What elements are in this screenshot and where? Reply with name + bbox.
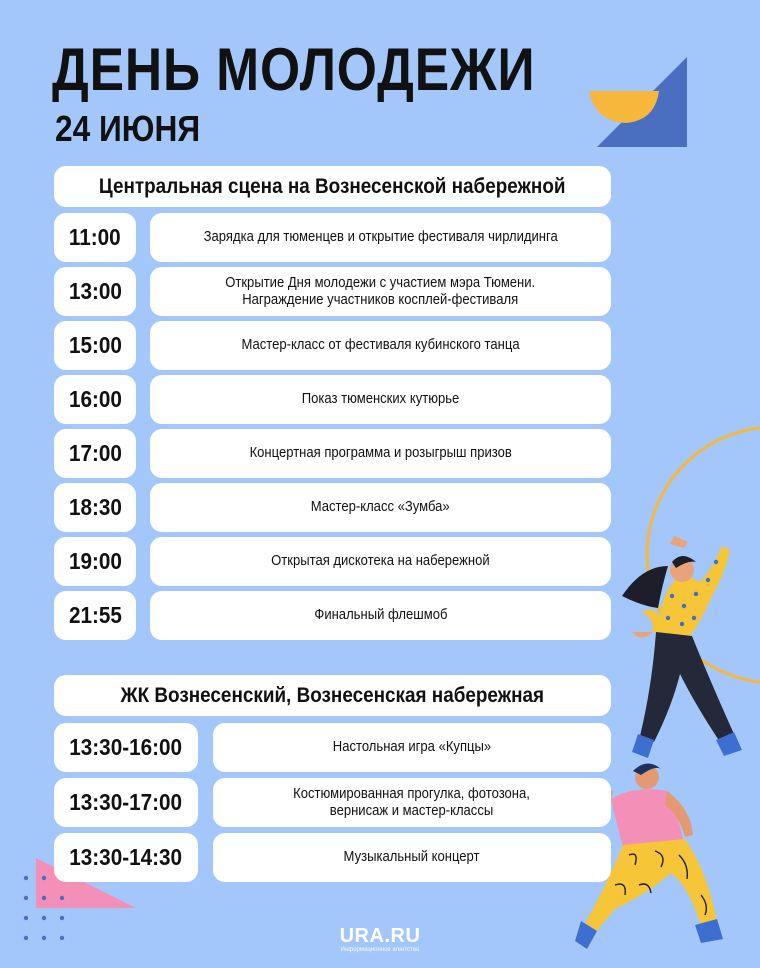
section-heading-residential-complex: ЖК Вознесенский, Вознесенская набережная xyxy=(54,675,611,716)
event-time: 11:00 xyxy=(54,213,136,262)
event-description: Настольная игра «Купцы» xyxy=(213,723,611,772)
event-description: Финальный флешмоб xyxy=(150,591,611,640)
event-time: 19:00 xyxy=(54,537,136,586)
logo-tagline: Информационное агентство xyxy=(340,947,420,953)
event-description: Костюмированная прогулка, фотозона, вернисаж и мастер-классы xyxy=(213,778,611,827)
event-description: Концертная программа и розыгрыш призов xyxy=(150,429,611,478)
event-description: Показ тюменских кутюрье xyxy=(150,375,611,424)
decor-dot-grid xyxy=(20,872,70,947)
ura-ru-logo[interactable] xyxy=(330,926,430,954)
event-time: 16:00 xyxy=(54,375,136,424)
event-description: Мастер-класс от фестиваля кубинского танца xyxy=(150,321,611,370)
event-time: 15:00 xyxy=(54,321,136,370)
event-time: 13:30-14:30 xyxy=(54,833,198,882)
dancer-woman-illustration xyxy=(612,536,752,772)
event-description: Мастер-класс «Зумба» xyxy=(150,483,611,532)
event-time: 21:55 xyxy=(54,591,136,640)
event-description: Открытие Дня молодежи с участием мэра Тюмени. Награждение участников косплей-фестиваля xyxy=(150,267,611,316)
event-time: 13:00 xyxy=(54,267,136,316)
event-description: Зарядка для тюменцев и открытие фестиваля чирлидинга xyxy=(150,213,611,262)
logo-name: URA.RU xyxy=(339,925,421,947)
section-heading-central-stage: Центральная сцена на Вознесенской набережной xyxy=(54,166,611,207)
event-time: 13:30-17:00 xyxy=(54,778,198,827)
event-time: 17:00 xyxy=(54,429,136,478)
event-date: 24 ИЮНЯ xyxy=(55,108,201,149)
event-time: 18:30 xyxy=(54,483,136,532)
event-description: Музыкальный концерт xyxy=(213,833,611,882)
event-time: 13:30-16:00 xyxy=(54,723,198,772)
decor-triangle-yellow-bowl xyxy=(585,55,695,155)
page-title: ДЕНЬ МОЛОДЕЖИ xyxy=(52,36,536,103)
event-description: Открытая дискотека на набережной xyxy=(150,537,611,586)
